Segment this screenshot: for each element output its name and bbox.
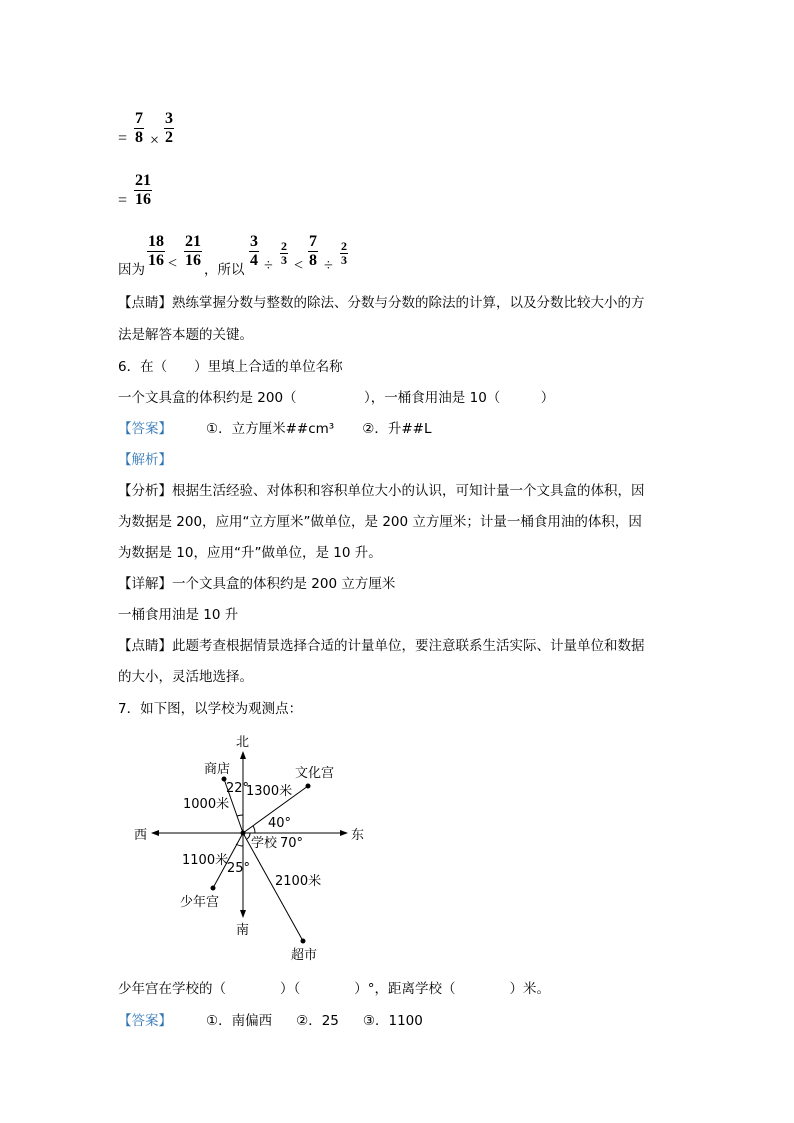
numerator: 3 <box>250 233 258 250</box>
market-angle: 70° <box>280 836 304 851</box>
numerator: 21 <box>185 233 201 250</box>
text-line: 一桶食用油是 10 升 <box>118 607 239 623</box>
times-sign: × <box>150 132 160 149</box>
denominator: 4 <box>250 252 258 269</box>
denominator: 16 <box>185 252 201 269</box>
youth-dot <box>211 886 216 891</box>
jiexi-tag: 【解析】 <box>118 452 172 468</box>
text-line: 的大小，灵活地选择。 <box>118 669 253 685</box>
denominator: 16 <box>135 191 151 208</box>
numerator: 2 <box>341 239 347 253</box>
question-7-text: 少年宫在学校的（ ）（ ）°，距离学校（ ）米。 <box>118 981 550 997</box>
angle-arc <box>236 844 243 846</box>
text-line: 法是解答本题的关键。 <box>118 327 253 343</box>
denominator: 16 <box>148 252 164 269</box>
palace-angle: 40° <box>268 816 292 831</box>
west-label: 西 <box>134 828 148 843</box>
answer-3: ③．1100 <box>362 1013 423 1029</box>
angle-arc <box>253 826 255 833</box>
text: 根据生活经验、对体积和容积单位大小的认识，可知计量一个文具盒的体积，因 <box>172 483 645 499</box>
denominator: 3 <box>341 253 347 267</box>
numerator: 3 <box>165 110 173 127</box>
youth-label: 少年宫 <box>180 895 220 910</box>
less-than: < <box>294 257 304 274</box>
so-text: ，所以 <box>204 262 245 278</box>
palace-label: 文化宫 <box>295 766 335 781</box>
answer-1: ①．立方厘米##cm³ <box>206 421 335 437</box>
angle-arc <box>247 833 250 839</box>
divide-sign: ÷ <box>264 257 273 274</box>
dianjing-tag: 【点睛】 <box>118 295 172 311</box>
numerator: 7 <box>135 110 143 127</box>
market-dot <box>301 939 306 944</box>
numerator: 18 <box>148 233 164 250</box>
question-6-text: 一个文具盒的体积约是 200（ ），一桶食用油是 10（ ） <box>118 390 555 406</box>
answer-2: ②．25 <box>296 1013 339 1029</box>
answer-2: ②．升##L <box>362 421 432 437</box>
because-text: 因为 <box>118 262 145 278</box>
denominator: 2 <box>165 129 173 146</box>
east-label: 东 <box>351 828 365 843</box>
palace-distance: 1300米 <box>246 784 293 799</box>
question-6-title: 6．在（ ）里填上合适的单位名称 <box>118 359 343 375</box>
south-label: 南 <box>236 923 250 938</box>
youth-distance: 1100米 <box>182 853 229 868</box>
market-label: 超市 <box>291 948 318 963</box>
fenxi-tag: 【分析】 <box>118 483 172 499</box>
numerator: 2 <box>281 239 287 253</box>
north-label: 北 <box>236 735 250 750</box>
answer-1: ①．南偏西 <box>206 1013 273 1029</box>
less-than: < <box>168 255 178 272</box>
youth-angle: 25° <box>227 861 251 876</box>
text-line: 为数据是 200，应用“立方厘米”做单位，是 200 立方厘米；计量一桶食用油的体积，因 <box>118 514 642 530</box>
xiangjie-tag: 【详解】 <box>118 576 172 592</box>
denominator: 8 <box>309 252 317 269</box>
answer-line <box>118 1009 423 1029</box>
answer-tag: 【答案】 <box>118 421 172 437</box>
numerator: 7 <box>309 233 317 250</box>
school-dot <box>241 831 246 836</box>
text: 一个文具盒的体积约是 200 立方厘米 <box>172 576 396 592</box>
shop-label: 商店 <box>204 762 231 777</box>
dianjing-tag: 【点睛】 <box>118 638 172 654</box>
question-7-title: 7．如下图，以学校为观测点： <box>118 701 303 717</box>
angle-arc <box>237 815 243 816</box>
text: 此题考查根据情景选择合适的计量单位，要注意联系生活实际、计量单位和数据 <box>172 638 645 654</box>
equals-sign: = <box>118 130 128 147</box>
denominator: 8 <box>135 129 143 146</box>
equals-sign: = <box>118 192 128 209</box>
school-label: 学校 <box>251 836 278 851</box>
palace-dot <box>306 784 311 789</box>
market-distance: 2100米 <box>275 874 322 889</box>
shop-distance: 1000米 <box>183 797 230 812</box>
text-line: 为数据是 10，应用“升”做单位，是 10 升。 <box>118 545 382 561</box>
answer-tag: 【答案】 <box>118 1013 172 1029</box>
denominator: 3 <box>281 253 287 267</box>
text: 熟练掌握分数与整数的除法、分数与分数的除法的计算，以及分数比较大小的方 <box>172 295 645 311</box>
divide-sign: ÷ <box>324 257 333 274</box>
numerator: 21 <box>135 172 151 189</box>
shop-angle: 22° <box>226 781 250 796</box>
